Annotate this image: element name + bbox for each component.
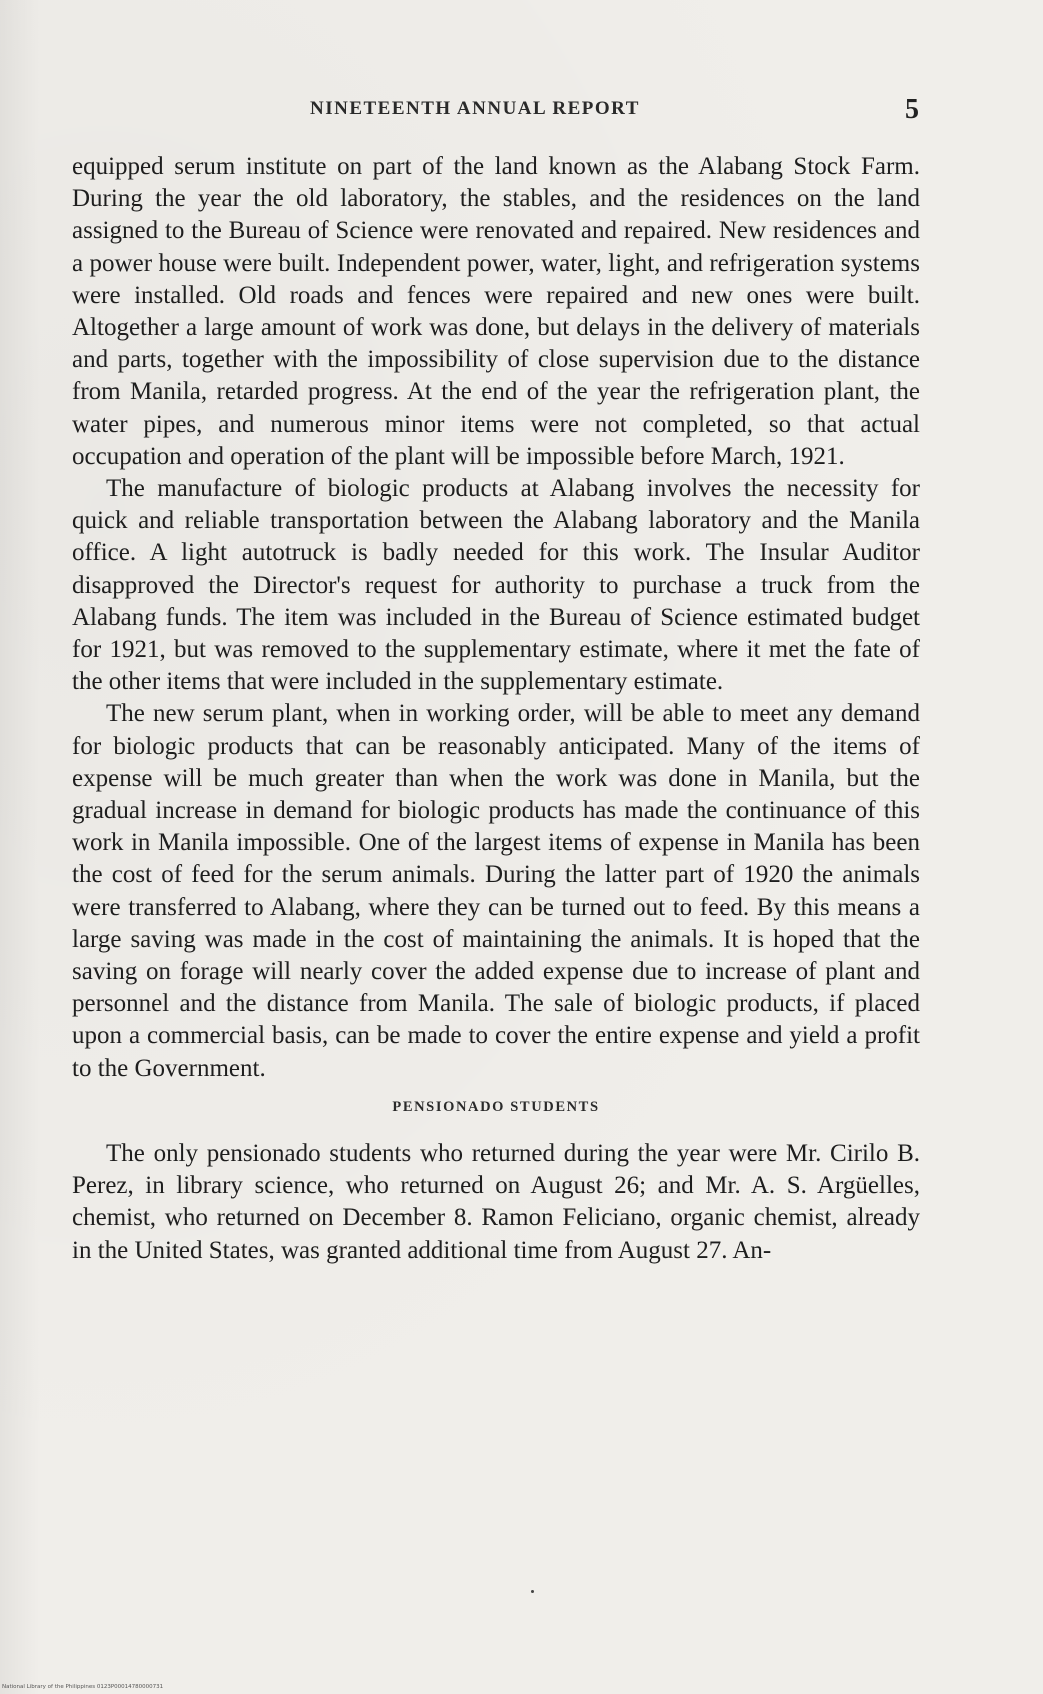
paragraph-serum-institute: equipped serum institute on part of the land known as the Alabang Stock Farm. During the year the old laboratory, the stables, and the residences on the land assigned to the Bureau of Science were renovated and repaired. New residences and a power house were built. Independent power, water, light, and refrigeration systems were installed. Old roads and fences were repaired and new ones were built. Altogether a large amount of work was done, but delays in the delivery of materials and parts, together with the impossibility of close supervision due to the distance from Manila, retarded progress. At the end of the year the refrigeration plant, the water pipes, and numerous minor items were not completed, so that actual occupation and operation of the plant will be impossible before March, 1921. [72,153,920,470]
section-heading: PENSIONADO STUDENTS [392,1098,600,1115]
running-title: NINETEENTH ANNUAL REPORT [310,98,640,119]
page-number: 5 [905,94,919,125]
page-body [72,151,920,1267]
paragraph-transportation: The manufacture of biologic products at Alabang involves the necessity for quick and reliable transportation between the Alabang laboratory and the Manila office. A light autotruck is badly needed for this work. The Insular Auditor disapproved the Director's request for authority to purchase a truck from the Alabang funds. The item was included in the Bureau of Science estimated budget for 1921, but was removed to the supplementary estimate, where it met the fate of the other items that were included in the supplementary estimate. [72,475,920,696]
paragraph-serum-plant: The new serum plant, when in working order, will be able to meet any demand for biologic products that can be reasonably anticipated. Many of the items of expense will be much greater than when the work was done in Manila, but the gradual increase in demand for biologic products has made the continuance of this work in Manila impossible. One of the largest items of expense in Manila has been the cost of feed for the serum animals. During the latter part of 1920 the animals were transferred to Alabang, where they can be turned out to feed. By this means a large saving was made in the cost of maintaining the animals. It is hoped that the saving on forage will nearly cover the added expense due to increase of plant and personnel and the distance from Manila. The sale of biologic products, if placed upon a commercial basis, can be made to cover the entire expense and yield a profit to the Government. [72,700,920,1082]
page-header [0,94,1043,128]
scan-speck [531,1590,534,1593]
scan-footer: National Library of the Philippines 0123P00014780000731 [2,1684,164,1690]
paragraph-pensionado-students: The only pensionado students who returned during the year were Mr. Cirilo B. Perez, in library science, who returned on August 26; and Mr. A. S. Argüelles, chemist, who returned on December 8. Ramon Feliciano, organic chemist, already in the United States, was granted additional time from August 27. An- [72,1139,920,1264]
